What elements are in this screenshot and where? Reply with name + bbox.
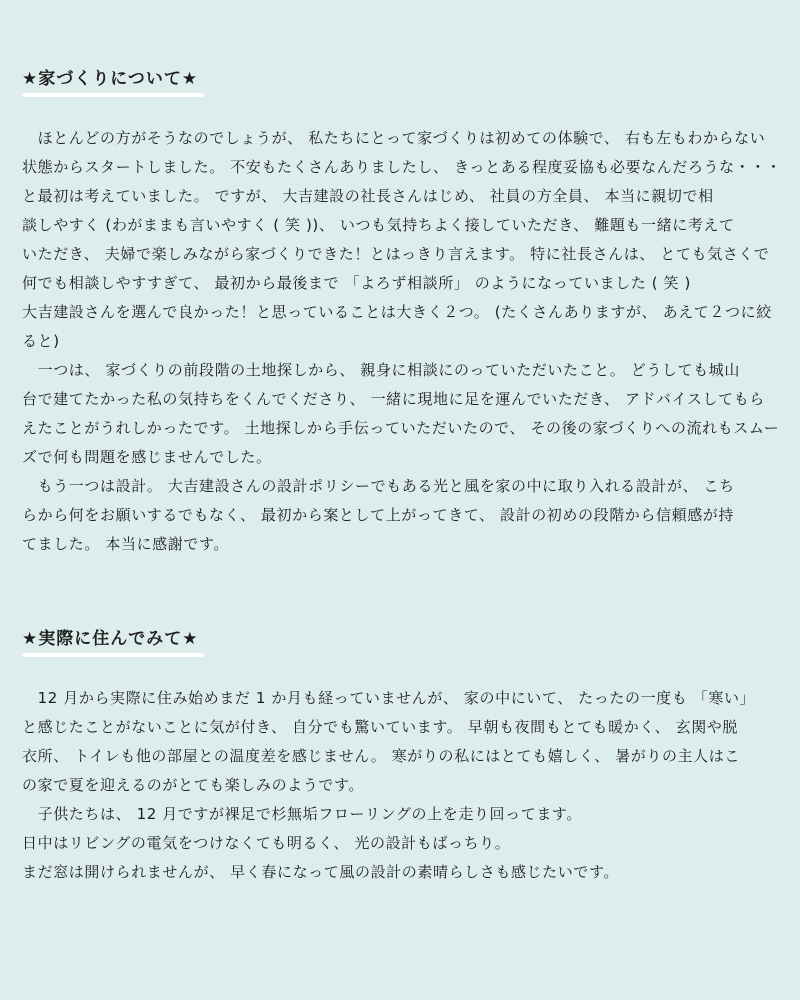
section-title: ★家づくりについて★ — [22, 69, 199, 89]
text-line: 日中はリビングの電気をつけなくても明るく、 光の設計もばっちり。 — [22, 834, 511, 852]
text-line: 状態からスタートしました。 不安もたくさんありましたし、 きっとある程度妥協も必要なんだろうな・・・ — [22, 158, 782, 176]
text-line: 一つは、 家づくりの前段階の土地探しから、 親身に相談にのっていただいたこと。 どうしても城山 — [22, 361, 740, 379]
heading-underline — [22, 653, 204, 657]
text-line: てました。 本当に感謝です。 — [22, 535, 229, 553]
text-line: えたことがうれしかったです。 土地探しから手伝っていただいたので、 その後の家づくりへの流れもスムー — [22, 419, 780, 437]
section-title: ★実際に住んでみて★ — [22, 629, 199, 649]
text-line: 談しやすく (わがままも言いやすく ( 笑 ))、 いつも気持ちよく接していただき、 難題も一緒に考えて — [22, 216, 735, 234]
text-line: 衣所、 トイレも他の部屋との温度差を感じません。 寒がりの私にはとても嬉しく、 暑がりの主人はこ — [22, 747, 740, 765]
text-line: 何でも相談しやすすぎて、 最初から最後まで 「よろず相談所」 のようになっていました ( 笑 ) — [22, 274, 691, 292]
text-line: ほとんどの方がそうなのでしょうが、 私たちにとって家づくりは初めての体験で、 右も左もわからない — [22, 129, 766, 147]
heading-underline — [22, 93, 204, 97]
text-line: と最初は考えていました。 ですが、 大吉建設の社長さんはじめ、 社員の方全員、 本当に親切で相 — [22, 187, 714, 205]
text-line: 大吉建設さんを選んで良かった！と思っていることは大きく２つ。 (たくさんありますが、 あえて２つに絞 — [22, 303, 772, 321]
text-line: らから何をお願いするでもなく、 最初から案として上がってきて、 設計の初めの段階から信頼感が持 — [22, 506, 734, 524]
section-heading-house-building — [22, 68, 204, 97]
section-heading-living — [22, 628, 204, 657]
text-line: いただき、 夫婦で楽しみながら家づくりできた！とはっきり言えます。 特に社長さんは、 とても気さくで — [22, 245, 770, 263]
text-line: の家で夏を迎えるのがとても楽しみのようです。 — [22, 776, 365, 794]
text-line: 子供たちは、 12 月ですが裸足で杉無垢フローリングの上を走り回ってます。 — [22, 805, 582, 823]
text-line: まだ窓は開けられませんが、 早く春になって風の設計の素晴らしさも感じたいです。 — [22, 863, 619, 881]
text-line: と感じたことがないことに気が付き、 自分でも驚いています。 早朝も夜間もとても暖かく、 玄関や脱 — [22, 718, 739, 736]
section-body-living — [22, 684, 784, 887]
section-body-house-building — [22, 124, 784, 559]
text-line: ズで何も問題を感じませんでした。 — [22, 448, 272, 466]
text-line: ると) — [22, 332, 60, 350]
text-line: 台で建てたかった私の気持ちをくんでくださり、 一緒に現地に足を運んでいただき、 アドバイスしてもら — [22, 390, 765, 408]
text-line: もう一つは設計。 大吉建設さんの設計ポリシーでもある光と風を家の中に取り入れる設計が、 こち — [22, 477, 735, 495]
text-line: 12 月から実際に住み始めまだ 1 か月も経っていませんが、 家の中にいて、 たったの一度も 「寒い」 — [22, 689, 756, 707]
